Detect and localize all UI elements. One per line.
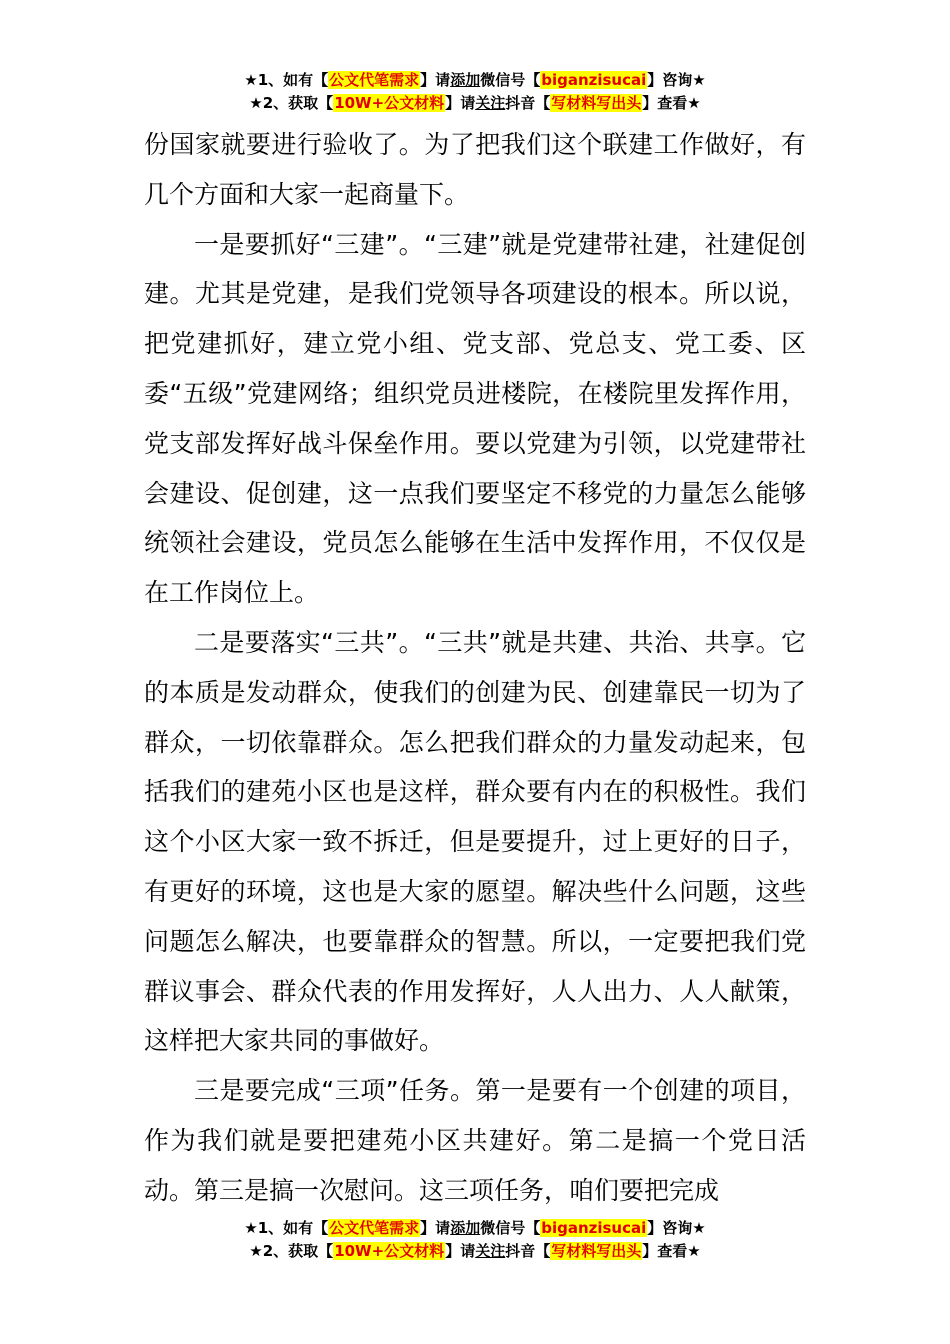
banner-text: 】咨询★	[647, 1219, 706, 1237]
highlight-service: 公文代笔需求	[329, 71, 420, 89]
highlight-wechat-id: biganzisucai	[541, 71, 647, 89]
banner-text: 微信号【	[480, 1219, 541, 1237]
paragraph-three-tasks: 三是要完成“三项”任务。第一是要有一个创建的项目，作为我们就是要把建苑小区共建好。第二是搞一个党日活动。第三是搞一次慰问。这三项任务，咱们要把完成	[144, 1076, 806, 1205]
banner-text: ★1、如有【	[244, 1219, 329, 1237]
banner-text: ★1、如有【	[244, 71, 329, 89]
banner-text: 】请	[420, 1219, 451, 1237]
banner-line-2	[0, 92, 950, 115]
banner-text: 】请	[420, 71, 451, 89]
highlight-service: 公文代笔需求	[329, 1219, 420, 1237]
banner-text: 】查看★	[642, 1242, 701, 1260]
underlined-follow: 关注	[475, 94, 506, 112]
banner-text: 】查看★	[642, 94, 701, 112]
banner-line-2	[0, 1240, 950, 1263]
banner-text: ★2、获取【	[249, 1242, 334, 1260]
highlight-materials: 10W+公文材料	[334, 1242, 445, 1260]
paragraph-three-builds: 一是要抓好“三建”。“三建”就是党建带社建，社建促创建。尤其是党建，是我们党领导各项建设的根本。所以说，把党建抓好，建立党小组、党支部、党总支、党工委、区委“五级”党建网络；组织党员进楼院，在楼院里发挥作用，党支部发挥好战斗保垒作用。要以党建为引领，以党建带社会建设、促创建，这一点我们要坚定不移党的力量怎么能够统领社会建设，党员怎么能够在生活中发挥作用，不仅仅是在工作岗位上。	[144, 229, 806, 608]
underlined-add: 添加	[450, 1219, 481, 1237]
banner-line-1	[0, 1217, 950, 1240]
banner-text: 】请	[445, 1242, 476, 1260]
highlight-materials: 10W+公文材料	[334, 94, 445, 112]
banner-text: 】请	[445, 94, 476, 112]
banner-text: 微信号【	[480, 71, 541, 89]
highlight-douyin: 写材料写出头	[551, 1242, 642, 1260]
document-body	[144, 120, 806, 1216]
highlight-douyin: 写材料写出头	[551, 94, 642, 112]
header-banner	[0, 69, 950, 115]
underlined-follow: 关注	[475, 1242, 506, 1260]
paragraph-three-commons: 二是要落实“三共”。“三共”就是共建、共治、共享。它的本质是发动群众，使我们的创建为民、创建靠民一切为了群众，一切依靠群众。怎么把我们群众的力量发动起来，包括我们的建苑小区也是这样，群众要有内在的积极性。我们这个小区大家一致不拆迁，但是要提升，过上更好的日子，有更好的环境，这也是大家的愿望。解决些什么问题，这些问题怎么解决，也要靠群众的智慧。所以，一定要把我们党群议事会、群众代表的作用发挥好，人人出力、人人献策，这样把大家共同的事做好。	[144, 627, 806, 1056]
banner-line-1	[0, 69, 950, 92]
highlight-wechat-id: biganzisucai	[541, 1219, 647, 1237]
footer-banner	[0, 1217, 950, 1263]
underlined-add: 添加	[450, 71, 481, 89]
banner-text: 抖音【	[505, 1242, 551, 1260]
paragraph-continuation: 份国家就要进行验收了。为了把我们这个联建工作做好，有几个方面和大家一起商量下。	[144, 130, 806, 209]
banner-text: 抖音【	[505, 94, 551, 112]
banner-text: ★2、获取【	[249, 94, 334, 112]
banner-text: 】咨询★	[647, 71, 706, 89]
